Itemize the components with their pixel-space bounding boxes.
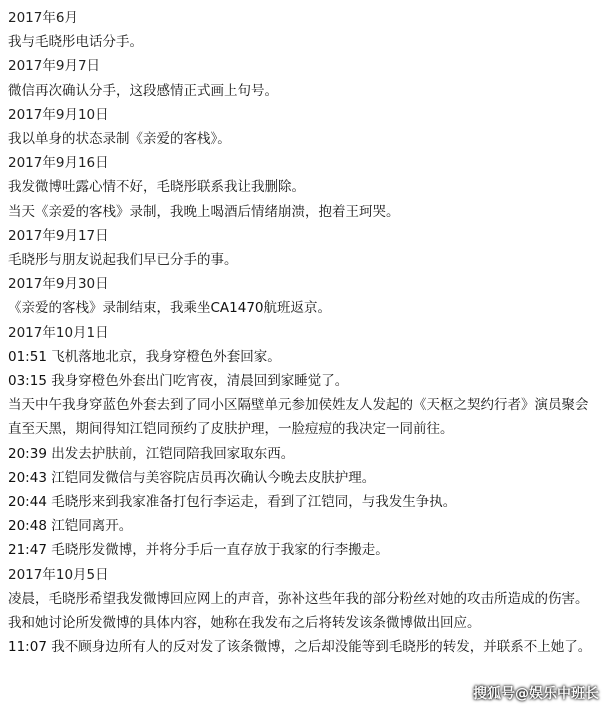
date-heading: 2017年9月7日: [8, 58, 101, 75]
timeline-entry: 当天中午我身穿蓝色外套去到了同小区隔壁单元参加侯姓友人发起的《天枢之契约行者》演员聚会直至天黑，期间得知江铠同预约了皮肤护理，一脸痘痘的我决定一同前往。: [8, 397, 589, 438]
date-heading: 2017年9月16日: [8, 155, 109, 172]
timeline-entry: 凌晨，毛晓彤希望我发微博回应网上的声音，弥补这些年我的部分粉丝对她的攻击所造成的伤害。我和她讨论所发微博的具体内容，她称在我发布之后将转发该条微博做出回应。: [8, 590, 589, 632]
date-heading: 2017年6月: [8, 10, 78, 26]
timeline-entry: 11:07 我不顾身边所有人的反对发了该条微博，之后却没能等到毛晓彤的转发，并联系不上她了。: [8, 639, 592, 656]
watermark: 搜狐号@娱乐中班长: [473, 686, 599, 702]
timeline-entry: 03:15 我身穿橙色外套出门吃宵夜，清晨回到家睡觉了。: [8, 373, 349, 390]
date-heading: 2017年9月10日: [8, 106, 109, 123]
timeline-entry: 20:39 出发去护肤前，江铠同陪我回家取东西。: [8, 445, 295, 462]
timeline-entry: 微信再次确认分手，这段感情正式画上句号。: [8, 82, 278, 99]
timeline-document: [8, 6, 600, 659]
timeline-entry: 21:47 毛晓彤发微博，并将分手后一直存放于我家的行李搬走。: [8, 542, 389, 559]
date-heading: 2017年9月17日: [8, 227, 109, 244]
timeline-entry: 我以单身的状态录制《亲爱的客栈》。: [8, 131, 231, 148]
timeline-entry: 我与毛晓彤电话分手。: [8, 34, 143, 51]
timeline-entry: 我发微博吐露心情不好，毛晓彤联系我让我删除。: [8, 179, 305, 196]
date-heading: 2017年9月30日: [8, 276, 109, 293]
timeline-entry: 《亲爱的客栈》录制结束，我乘坐CA1470航班返京。: [8, 300, 332, 317]
date-heading: 2017年10月1日: [8, 324, 109, 341]
timeline-entry: 毛晓彤与朋友说起我们早已分手的事。: [8, 252, 238, 269]
date-heading: 2017年10月5日: [8, 566, 109, 583]
timeline-entry: 20:48 江铠同离开。: [8, 518, 133, 535]
timeline-entry: 20:44 毛晓彤来到我家准备打包行李运走，看到了江铠同，与我发生争执。: [8, 494, 457, 511]
timeline-entry: 当天《亲爱的客栈》录制，我晚上喝酒后情绪崩溃，抱着王珂哭。: [8, 203, 400, 220]
timeline-entry: 01:51 飞机落地北京，我身穿橙色外套回家。: [8, 348, 281, 365]
timeline-entry: 20:43 江铠同发微信与美容院店员再次确认今晚去皮肤护理。: [8, 469, 376, 486]
